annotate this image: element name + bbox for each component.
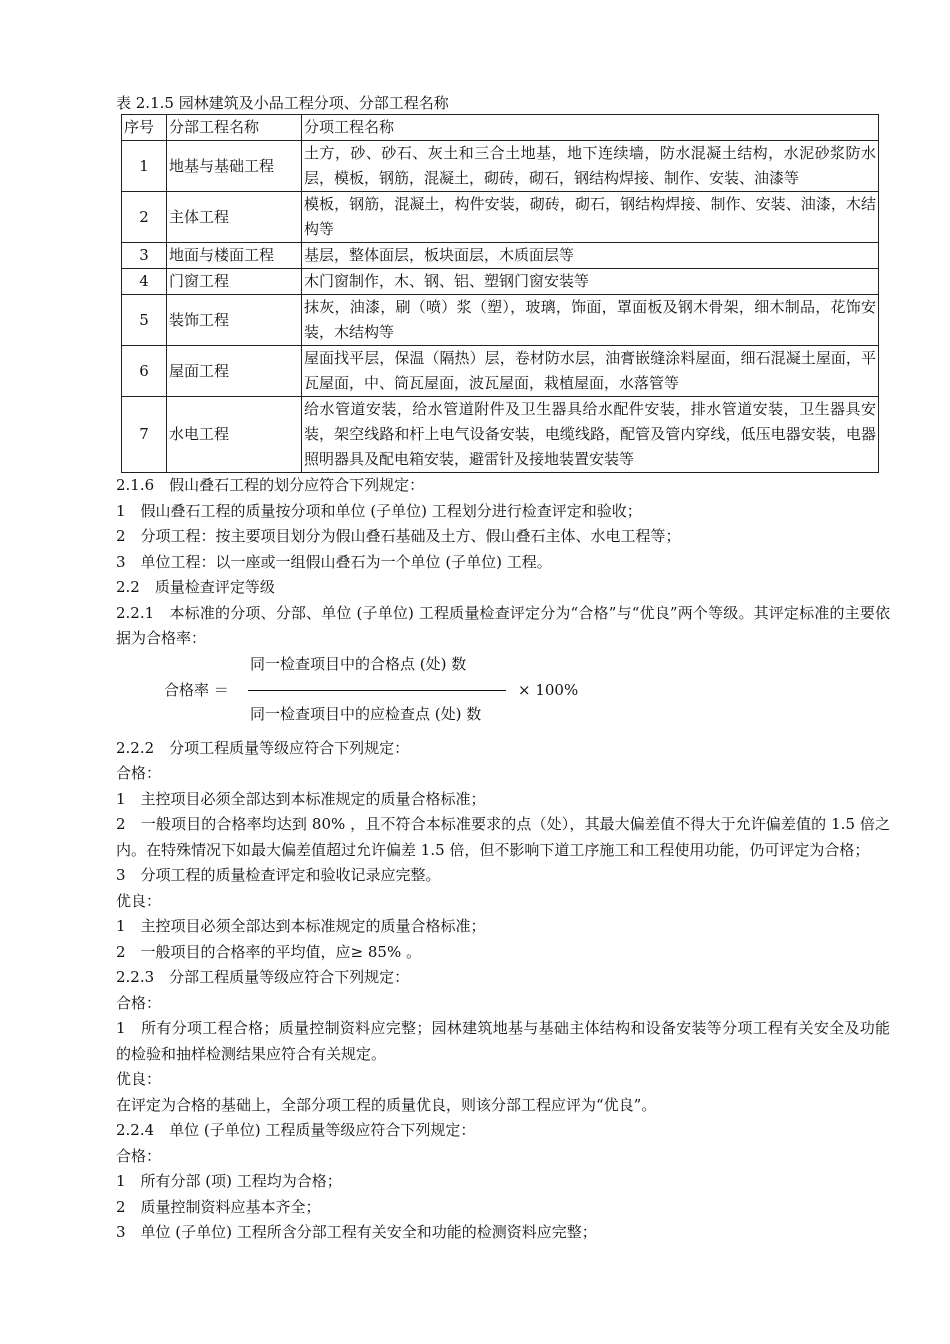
row-items: 木门窗制作，木、钢、铝、塑钢门窗安装等: [302, 269, 879, 295]
section-2-2-heading: 2.2 质量检查评定等级: [116, 578, 275, 596]
clause-2-2-1: 2.2.1 本标准的分项、分部、单位 (子单位) 工程质量检查评定分为“合格”与“优良”两个等级。其评定标准的主要依据为合格率：: [116, 603, 890, 647]
row-dept: 装饰工程: [167, 295, 302, 346]
row-no: 5: [122, 295, 167, 346]
row-dept: 主体工程: [167, 192, 302, 243]
header-items: 分项工程名称: [302, 115, 879, 141]
clause-line: 1 所有分项工程合格；质量控制资料应完整；园林建筑地基与基础主体结构和设备安装等分项工程有关安全及功能的检验和抽样检测结果应符合有关规定。: [116, 1019, 890, 1063]
table-header-row: [122, 115, 879, 141]
header-dept: 分部工程名称: [167, 115, 302, 141]
row-no: 7: [122, 397, 167, 473]
table-row: [122, 192, 879, 243]
document-page: [116, 92, 890, 1246]
section-block-a: [116, 473, 890, 652]
clause-line: 1 主控项目必须全部达到本标准规定的质量合格标准；: [116, 789, 486, 808]
table-row: [122, 295, 879, 346]
clause-line: 1 主控项目必须全部达到本标准规定的质量合格标准；: [116, 917, 486, 935]
formula-numerator: 同一检查项目中的合格点 (处) 数: [250, 654, 467, 673]
row-no: 6: [122, 346, 167, 397]
row-no: 2: [122, 192, 167, 243]
row-items: 抹灰，油漆，刷（喷）浆（塑），玻璃，饰面，罩面板及钢木骨架，细木制品，花饰安装，木结构等: [302, 295, 879, 346]
clause-line: 2 分项工程：按主要项目划分为假山叠石基础及土方、假山叠石主体、水电工程等；: [116, 527, 681, 545]
row-items: 土方，砂、砂石、灰土和三合土地基，地下连续墙，防水混凝土结构，水泥砂浆防水层，模板，钢筋，混凝土，砌砖，砌石，钢结构焊接、制作、安装、油漆等: [302, 141, 879, 192]
clause-line: 3 单位工程：以一座或一组假山叠石为一个单位 (子单位) 工程。: [116, 552, 552, 571]
row-no: 3: [122, 243, 167, 269]
grade-label: 优良：: [116, 1070, 162, 1088]
row-dept: 地基与基础工程: [167, 141, 302, 192]
formula-label: 合格率 ＝: [164, 680, 229, 699]
row-items: 基层，整体面层，板块面层，木质面层等: [302, 243, 879, 269]
clause-line: 3 单位 (子单位) 工程所含分部工程有关安全和功能的检测资料应完整；: [116, 1223, 597, 1241]
grade-label: 合格：: [116, 764, 162, 782]
row-items: 屋面找平层，保温（隔热）层，卷材防水层，油膏嵌缝涂料屋面，细石混凝土屋面，平瓦屋面，中、筒瓦屋面，波瓦屋面，栽植屋面，水落管等: [302, 346, 879, 397]
pass-rate-formula: [116, 652, 890, 736]
engineering-table: [121, 114, 879, 473]
clause-line: 2 一般项目的合格率的平均值，应≥ 85% 。: [116, 942, 421, 961]
clause-line: 1 假山叠石工程的质量按分项和单位 (子单位) 工程划分进行检查评定和验收；: [116, 501, 642, 520]
clause-line: 3 分项工程的质量检查评定和验收记录应完整。: [116, 866, 441, 884]
table-caption: 表 2.1.5 园林建筑及小品工程分项、分部工程名称: [116, 94, 449, 112]
grade-label: 合格：: [116, 1146, 162, 1165]
formula-denominator: 同一检查项目中的应检查点 (处) 数: [250, 704, 482, 723]
fraction-bar: [248, 690, 506, 692]
clause-2-2-2-heading: 2.2.2 分项工程质量等级应符合下列规定：: [116, 738, 410, 757]
formula-multiplier: × 100%: [518, 680, 579, 699]
row-dept: 地面与楼面工程: [167, 243, 302, 269]
table-row: [122, 397, 879, 473]
table-row: [122, 346, 879, 397]
row-no: 4: [122, 269, 167, 295]
row-items: 给水管道安装，给水管道附件及卫生器具给水配件安装，排水管道安装，卫生器具安装，架空线路和杆上电气设备安装，电缆线路，配管及管内穿线，低压电器安装，电器照明器具及配电箱安装，避雷针及接地装置安装等: [302, 397, 879, 473]
grade-label: 优良：: [116, 891, 162, 910]
clause-2-1-6-heading: 2.1.6 假山叠石工程的划分应符合下列规定：: [116, 476, 425, 494]
table-row: [122, 141, 879, 192]
clause-line: 1 所有分部 (项) 工程均为合格；: [116, 1172, 342, 1190]
section-block-b: [116, 736, 890, 1246]
clause-line: 在评定为合格的基础上，全部分项工程的质量优良，则该分部工程应评为“优良”。: [116, 1095, 657, 1114]
clause-2-2-3-heading: 2.2.3 分部工程质量等级应符合下列规定：: [116, 968, 410, 986]
table-row: [122, 269, 879, 295]
row-dept: 水电工程: [167, 397, 302, 473]
row-items: 模板，钢筋，混凝土，构件安装，砌砖，砌石，钢结构焊接、制作、安装、油漆，木结构等: [302, 192, 879, 243]
row-no: 1: [122, 141, 167, 192]
grade-label: 合格：: [116, 993, 162, 1012]
header-no: 序号: [122, 115, 167, 141]
row-dept: 屋面工程: [167, 346, 302, 397]
clause-line: 2 质量控制资料应基本齐全；: [116, 1197, 321, 1216]
clause-2-2-4-heading: 2.2.4 单位 (子单位) 工程质量等级应符合下列规定：: [116, 1121, 476, 1139]
row-dept: 门窗工程: [167, 269, 302, 295]
clause-line: 2 一般项目的合格率均达到 80% ，且不符合本标准要求的点（处），其最大偏差值不得大于允许偏差值的 1.5 倍之内。在特殊情况下如最大偏差值超过允许偏差 1.5 倍，但不影响下道工序施工和工程使用功能，仍可评定为合格；: [116, 815, 890, 859]
table-row: [122, 243, 879, 269]
